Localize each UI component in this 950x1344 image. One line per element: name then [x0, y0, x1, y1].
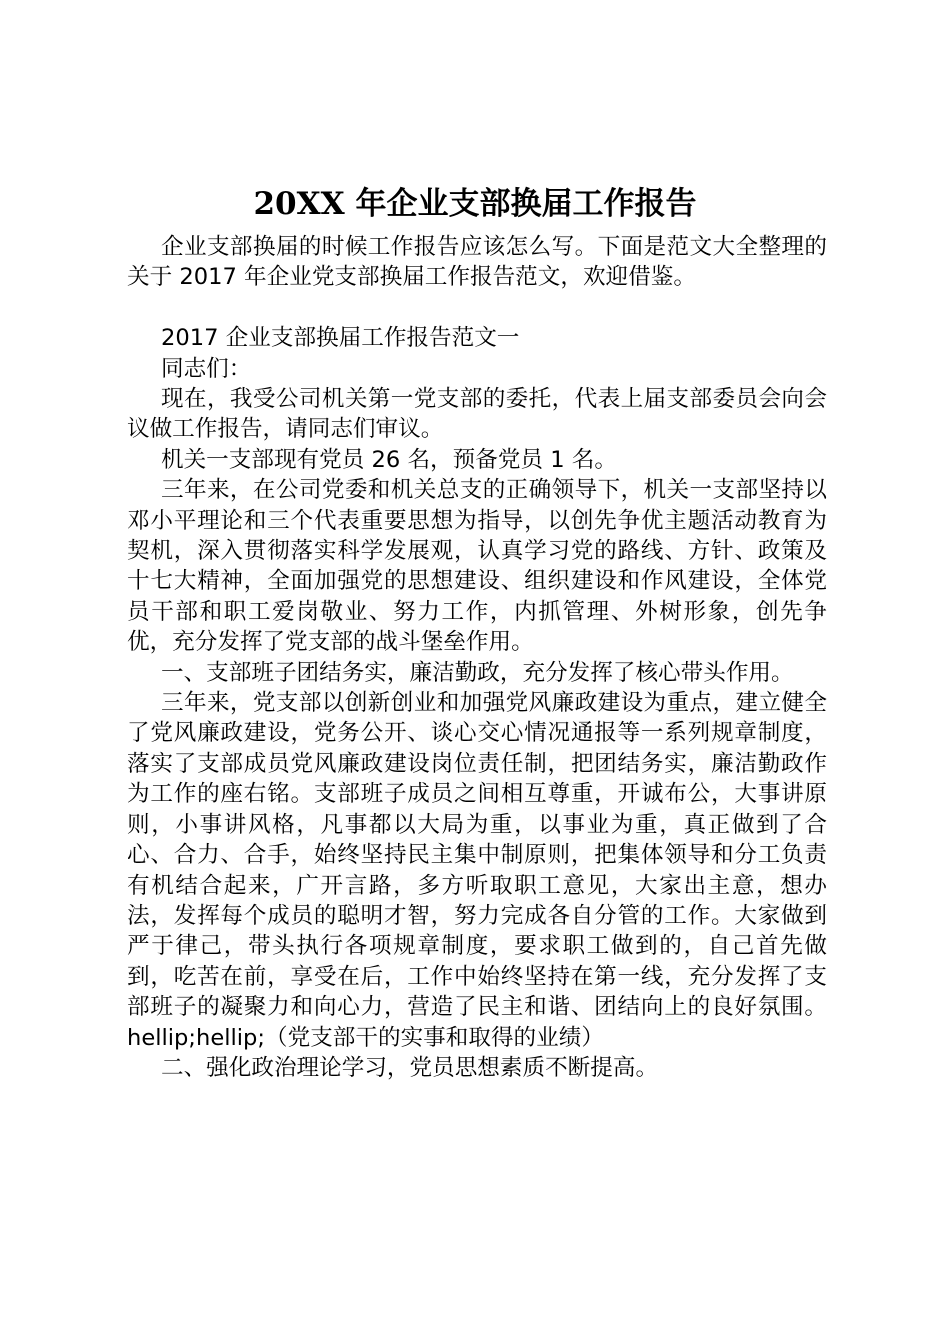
paragraph-intro: 企业支部换届的时候工作报告应该怎么写。下面是范文大全整理的关于 2017 年企业党支部换届工作报告范文，欢迎借鉴。 [127, 234, 827, 291]
blank-line [127, 293, 827, 323]
paragraph-section-one: 三年来，党支部以创新创业和加强党风廉政建设为重点，建立健全了党风廉政建设，党务公开、谈心交心情况通报等一系列规章制度，落实了支部成员党风廉政建设岗位责任制，把团结务实，廉洁勤政作为工作的座右铭。支部班子成员之间相互尊重，开诚布公，大事讲原则，小事讲风格，凡事都以大局为重，以事业为重，真正做到了合心、合力、合手，始终坚持民主集中制原则，把集体领导和分工负责有机结合起来，广开言路，多方听取职工意见，大家出主意，想办法，发挥每个成员的聪明才智，努力完成各自分管的工作。大家做到严于律己，带头执行各项规章制度，要求职工做到的，自己首先做到，吃苦在前，享受在后，工作中始终坚持在第一线，充分发挥了支部班子的凝聚力和向心力，营造了民主和谐、团结向上的良好氛围。hellip;hellip;（党支部干的实事和取得的业绩） [127, 690, 827, 1051]
paragraph-heading-two: 二、强化政治理论学习，党员思想素质不断提高。 [161, 1054, 659, 1081]
paragraph-membership: 机关一支部现有党员 26 名，预备党员 1 名。 [161, 446, 617, 473]
paragraph-overview: 三年来，在公司党委和机关总支的正确领导下，机关一支部坚持以邓小平理论和三个代表重要思想为指导，以创先争优主题活动教育为契机，深入贯彻落实科学发展观，认真学习党的路线、方针、政策及十七大精神，全面加强党的思想建设、组织建设和作风建设，全体党员干部和职工爱岗敬业、努力工作，内抓管理、外树形象，创先争优，充分发挥了党支部的战斗堡垒作用。 [127, 477, 827, 656]
paragraph-heading-one: 一、支部班子团结务实，廉洁勤政，充分发挥了核心带头作用。 [161, 659, 794, 686]
paragraph-opening: 现在，我受公司机关第一党支部的委托，代表上届支部委员会向会议做工作报告，请同志们审议。 [127, 386, 827, 443]
document-title: 20XX 年企业支部换届工作报告 [253, 186, 697, 222]
paragraph-salutation: 同志们： [161, 355, 252, 382]
document-body [127, 232, 827, 1083]
paragraph-subtitle: 2017 企业支部换届工作报告范文一 [161, 325, 520, 352]
